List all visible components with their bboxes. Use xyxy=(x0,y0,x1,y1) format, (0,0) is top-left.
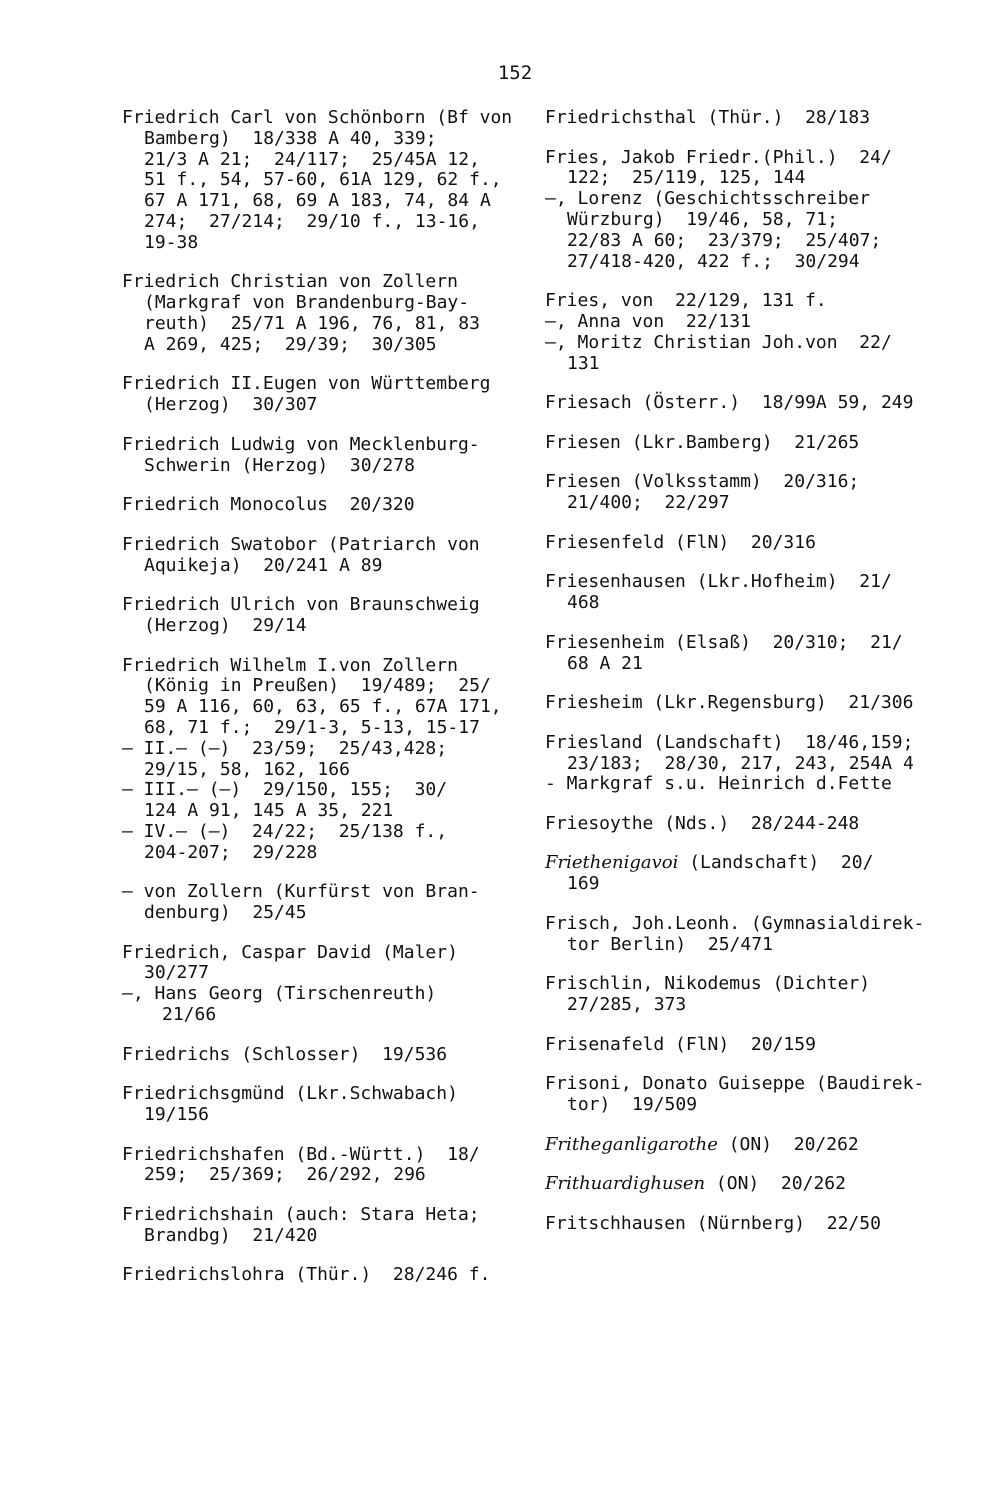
index-entry xyxy=(545,393,935,414)
line-text: Friedrich Wilhelm I.von Zollern xyxy=(122,654,458,676)
index-entry-line xyxy=(122,1045,522,1066)
line-text: Friedrichsthal (Thür.) 28/183 xyxy=(545,107,871,128)
line-text: 274; 27/214; 29/10 f., 13-16, xyxy=(144,210,480,232)
index-entry xyxy=(545,108,935,129)
index-entry-line xyxy=(122,760,522,781)
line-text: —, Hans Georg (Tirschenreuth) xyxy=(122,983,437,1005)
line-text: A 269, 425; 29/39; 30/305 xyxy=(144,333,437,355)
index-entry-line xyxy=(545,291,935,312)
line-text: Frisenafeld (FlN) 20/159 xyxy=(545,1033,816,1055)
line-text: 22/83 A 60; 23/379; 25/407; xyxy=(567,229,882,251)
italic-term: Fritheganligarothe xyxy=(545,1133,718,1155)
line-text: 68, 71 f.; 29/1-3, 5-13, 15-17 xyxy=(144,716,480,738)
line-text: Friedrich Christian von Zollern xyxy=(122,271,458,293)
index-entry-line xyxy=(122,1105,522,1126)
index-entry-line xyxy=(122,801,522,822)
line-text: Friesoythe (Nds.) 28/244-248 xyxy=(545,812,860,834)
line-text: 27/285, 373 xyxy=(567,994,687,1016)
index-entry-line xyxy=(545,252,935,273)
line-text: 27/418-420, 422 f.; 30/294 xyxy=(567,250,860,272)
index-entry-line xyxy=(545,493,935,514)
index-entry-line xyxy=(545,354,935,375)
index-column-left xyxy=(122,108,522,1305)
line-text: Friedrich, Caspar David (Maler) xyxy=(122,941,458,963)
line-text: Friedrichs (Schlosser) 19/536 xyxy=(122,1043,448,1065)
index-entry xyxy=(122,495,522,516)
index-entry-line xyxy=(122,1205,522,1226)
index-entry xyxy=(545,693,935,714)
line-text: Bamberg) 18/338 A 40, 339; xyxy=(144,127,437,149)
index-entry xyxy=(545,1035,935,1056)
index-entry-line xyxy=(122,150,522,171)
line-text: —, Lorenz (Geschichtsschreiber xyxy=(545,188,871,210)
index-entry-line xyxy=(545,572,935,593)
index-entry-line xyxy=(122,739,522,760)
line-text: Brandbg) 21/420 xyxy=(144,1224,318,1246)
index-entry-line xyxy=(545,533,935,554)
index-entry xyxy=(122,882,522,924)
line-text: Friesenheim (Elsaß) 20/310; 21/ xyxy=(545,631,903,653)
index-entry xyxy=(545,291,935,374)
index-entry-line xyxy=(545,148,935,169)
line-text: Frisoni, Donato Guiseppe (Baudirek- xyxy=(545,1073,925,1095)
index-entry-line xyxy=(122,822,522,843)
index-entry-line xyxy=(545,733,935,754)
index-entry-line xyxy=(122,1145,522,1166)
line-text: Schwerin (Herzog) 30/278 xyxy=(144,454,415,476)
index-entry xyxy=(545,1174,935,1195)
line-text: Friedrichshain (auch: Stara Heta; xyxy=(122,1204,480,1226)
line-text: 19-38 xyxy=(144,231,199,253)
index-entry xyxy=(545,1135,935,1156)
index-entry-line xyxy=(545,333,935,354)
line-text: 21/66 xyxy=(162,1004,217,1026)
index-entry-line xyxy=(545,633,935,654)
index-entry-line xyxy=(545,654,935,675)
index-entry-line xyxy=(545,168,935,189)
index-entry-line xyxy=(122,984,522,1005)
line-text: 204-207; 29/228 xyxy=(144,841,318,863)
index-entry-line xyxy=(545,472,935,493)
index-entry xyxy=(122,1205,522,1247)
index-entry xyxy=(545,1214,935,1235)
index-entry xyxy=(122,1045,522,1066)
line-text: — IV.— (—) 24/22; 25/138 f., xyxy=(122,820,448,842)
line-text: 122; 25/119, 125, 144 xyxy=(567,167,806,189)
line-text: (Herzog) 30/307 xyxy=(144,394,318,416)
italic-term: Frithuardighusen xyxy=(545,1173,706,1195)
line-text: 59 A 116, 60, 63, 65 f., 67A 171, xyxy=(144,696,502,718)
line-text: Fritschhausen (Nürnberg) 22/50 xyxy=(545,1212,881,1234)
index-entry-line xyxy=(545,1174,935,1195)
line-text: Friesach (Österr.) 18/99A 59, 249 xyxy=(545,392,914,414)
line-text: reuth) 25/71 A 196, 76, 81, 83 xyxy=(144,312,480,334)
index-entry-line xyxy=(122,495,522,516)
index-entry-line xyxy=(545,853,935,874)
index-entry xyxy=(122,374,522,416)
line-text: 67 A 171, 68, 69 A 183, 74, 84 A xyxy=(144,190,491,212)
line-text: Fries, von 22/129, 131 f. xyxy=(545,290,827,312)
line-text: Friedrich Ulrich von Braunschweig xyxy=(122,594,480,616)
line-text: Frisch, Joh.Leonh. (Gymnasialdirek- xyxy=(545,912,925,934)
index-entry xyxy=(545,1074,935,1116)
index-entry-line xyxy=(545,914,935,935)
index-entry xyxy=(545,572,935,614)
index-entry-line xyxy=(545,393,935,414)
index-entry xyxy=(545,733,935,795)
italic-term: Friethenigavoi xyxy=(545,852,679,874)
index-entry-line xyxy=(122,1005,522,1026)
line-text: — III.— (—) 29/150, 155; 30/ xyxy=(122,779,448,801)
index-entry-line xyxy=(545,754,935,775)
line-text: Friedrich Ludwig von Mecklenburg- xyxy=(122,433,480,455)
index-entry-line xyxy=(122,314,522,335)
index-entry-line xyxy=(122,718,522,739)
index-entry-line xyxy=(122,129,522,150)
index-entry xyxy=(545,914,935,956)
line-text: 468 xyxy=(567,592,600,614)
line-text: Frischlin, Nikodemus (Dichter) xyxy=(545,973,871,995)
index-entry-line xyxy=(545,814,935,835)
line-text: (König in Preußen) 19/489; 25/ xyxy=(144,675,491,697)
index-entry-line xyxy=(545,774,935,795)
index-entry-line xyxy=(122,293,522,314)
index-entry xyxy=(122,108,522,254)
line-text: tor Berlin) 25/471 xyxy=(567,933,773,955)
index-entry-line xyxy=(545,1214,935,1235)
index-column-right xyxy=(545,108,935,1253)
index-entry-line xyxy=(122,1084,522,1105)
index-entry-line xyxy=(122,395,522,416)
line-text: 21/400; 22/297 xyxy=(567,492,730,514)
index-entry-line xyxy=(545,1074,935,1095)
line-text: — II.— (—) 23/59; 25/43,428; xyxy=(122,737,448,759)
index-entry xyxy=(545,472,935,514)
line-text: Friesland (Landschaft) 18/46,159; xyxy=(545,731,914,753)
index-entry-line xyxy=(545,693,935,714)
index-entry-line xyxy=(122,963,522,984)
index-entry-line xyxy=(122,595,522,616)
line-text: —, Anna von 22/131 xyxy=(545,310,751,332)
line-text: Friesenfeld (FlN) 20/316 xyxy=(545,531,816,553)
line-text: tor) 19/509 xyxy=(567,1094,698,1116)
line-text: (Herzog) 29/14 xyxy=(144,614,307,636)
index-entry-line xyxy=(122,435,522,456)
index-entry xyxy=(545,148,935,273)
index-entry xyxy=(122,656,522,864)
index-entry xyxy=(122,435,522,477)
line-text: 259; 25/369; 26/292, 296 xyxy=(144,1164,426,1186)
index-entry-line xyxy=(545,108,935,129)
line-text: 19/156 xyxy=(144,1104,210,1126)
index-entry xyxy=(545,814,935,835)
index-entry-line xyxy=(122,535,522,556)
index-entry-line xyxy=(122,233,522,254)
line-text: denburg) 25/45 xyxy=(144,902,307,924)
line-text: Würzburg) 19/46, 58, 71; xyxy=(567,208,838,230)
line-text: Fries, Jakob Friedr.(Phil.) 24/ xyxy=(545,146,892,168)
line-text: (Markgraf von Brandenburg-Bay- xyxy=(144,292,470,314)
line-text: 68 A 21 xyxy=(567,652,643,674)
line-text: Friedrichshafen (Bd.-Württ.) 18/ xyxy=(122,1143,480,1165)
index-entry-line xyxy=(545,1135,935,1156)
index-entry-line xyxy=(545,231,935,252)
line-text: - Markgraf s.u. Heinrich d.Fette xyxy=(545,773,892,795)
index-entry-line xyxy=(545,210,935,231)
index-entry-line xyxy=(122,335,522,356)
index-entry xyxy=(122,1145,522,1187)
index-entry-line xyxy=(122,108,522,129)
index-entry-line xyxy=(122,191,522,212)
index-entry-line xyxy=(545,433,935,454)
line-text: (ON) 20/262 xyxy=(717,1133,859,1155)
index-entry xyxy=(545,974,935,1016)
index-entry-line xyxy=(122,374,522,395)
index-entry-line xyxy=(545,935,935,956)
index-entry-line xyxy=(122,1226,522,1247)
index-entry-line xyxy=(122,456,522,477)
index-entry-line xyxy=(122,272,522,293)
index-entry-line xyxy=(545,1095,935,1116)
page-number: 152 xyxy=(497,62,533,84)
index-entry-line xyxy=(122,556,522,577)
line-text: Friedrich Swatobor (Patriarch von xyxy=(122,533,480,555)
line-text: Friedrichsgmünd (Lkr.Schwabach) xyxy=(122,1083,458,1105)
line-text: 124 A 91, 145 A 35, 221 xyxy=(144,800,394,822)
line-text: Friesen (Lkr.Bamberg) 21/265 xyxy=(545,431,860,453)
line-text: (Landschaft) 20/ xyxy=(678,852,874,874)
index-entry-line xyxy=(122,212,522,233)
index-entry-line xyxy=(122,882,522,903)
index-entry xyxy=(122,943,522,1026)
line-text: 51 f., 54, 57-60, 61A 129, 62 f., xyxy=(144,169,502,191)
line-text: Friesenhausen (Lkr.Hofheim) 21/ xyxy=(545,571,892,593)
index-entry-line xyxy=(545,1035,935,1056)
line-text: Friesheim (Lkr.Regensburg) 21/306 xyxy=(545,692,914,714)
line-text: —, Moritz Christian Joh.von 22/ xyxy=(545,331,892,353)
index-entry-line xyxy=(122,943,522,964)
line-text: Friedrich II.Eugen von Württemberg xyxy=(122,373,491,395)
index-entry xyxy=(545,853,935,895)
index-entry-line xyxy=(122,676,522,697)
index-entry xyxy=(122,535,522,577)
index-entry-line xyxy=(122,843,522,864)
line-text: 30/277 xyxy=(144,962,210,984)
index-entry-line xyxy=(122,697,522,718)
line-text: Friedrich Monocolus 20/320 xyxy=(122,494,415,516)
line-text: Friedrichslohra (Thür.) 28/246 f. xyxy=(122,1264,491,1286)
index-entry xyxy=(122,1084,522,1126)
line-text: 131 xyxy=(567,352,600,374)
index-entry xyxy=(545,633,935,675)
line-text: 21/3 A 21; 24/117; 25/45A 12, xyxy=(144,148,480,170)
line-text: 23/183; 28/30, 217, 243, 254A 4 xyxy=(567,752,914,774)
index-entry xyxy=(545,533,935,554)
index-entry-line xyxy=(545,312,935,333)
index-entry-line xyxy=(545,974,935,995)
index-entry xyxy=(122,595,522,637)
index-entry-line xyxy=(122,780,522,801)
index-entry-line xyxy=(545,995,935,1016)
line-text: 29/15, 58, 162, 166 xyxy=(144,758,350,780)
index-entry-line xyxy=(122,616,522,637)
index-entry-line xyxy=(122,656,522,677)
index-entry xyxy=(122,1265,522,1286)
index-entry-line xyxy=(122,903,522,924)
index-entry-line xyxy=(122,1265,522,1286)
line-text: (ON) 20/262 xyxy=(705,1173,846,1195)
line-text: Friesen (Volksstamm) 20/316; xyxy=(545,471,860,493)
index-entry xyxy=(545,433,935,454)
index-entry-line xyxy=(122,170,522,191)
line-text: 169 xyxy=(567,873,600,895)
index-entry-line xyxy=(545,593,935,614)
line-text: Aquikeja) 20/241 A 89 xyxy=(144,554,383,576)
line-text: — von Zollern (Kurfürst von Bran- xyxy=(122,881,480,903)
index-entry-line xyxy=(545,874,935,895)
line-text: Friedrich Carl von Schönborn (Bf von xyxy=(122,107,513,128)
index-entry-line xyxy=(545,189,935,210)
index-entry xyxy=(122,272,522,355)
index-entry-line xyxy=(122,1165,522,1186)
